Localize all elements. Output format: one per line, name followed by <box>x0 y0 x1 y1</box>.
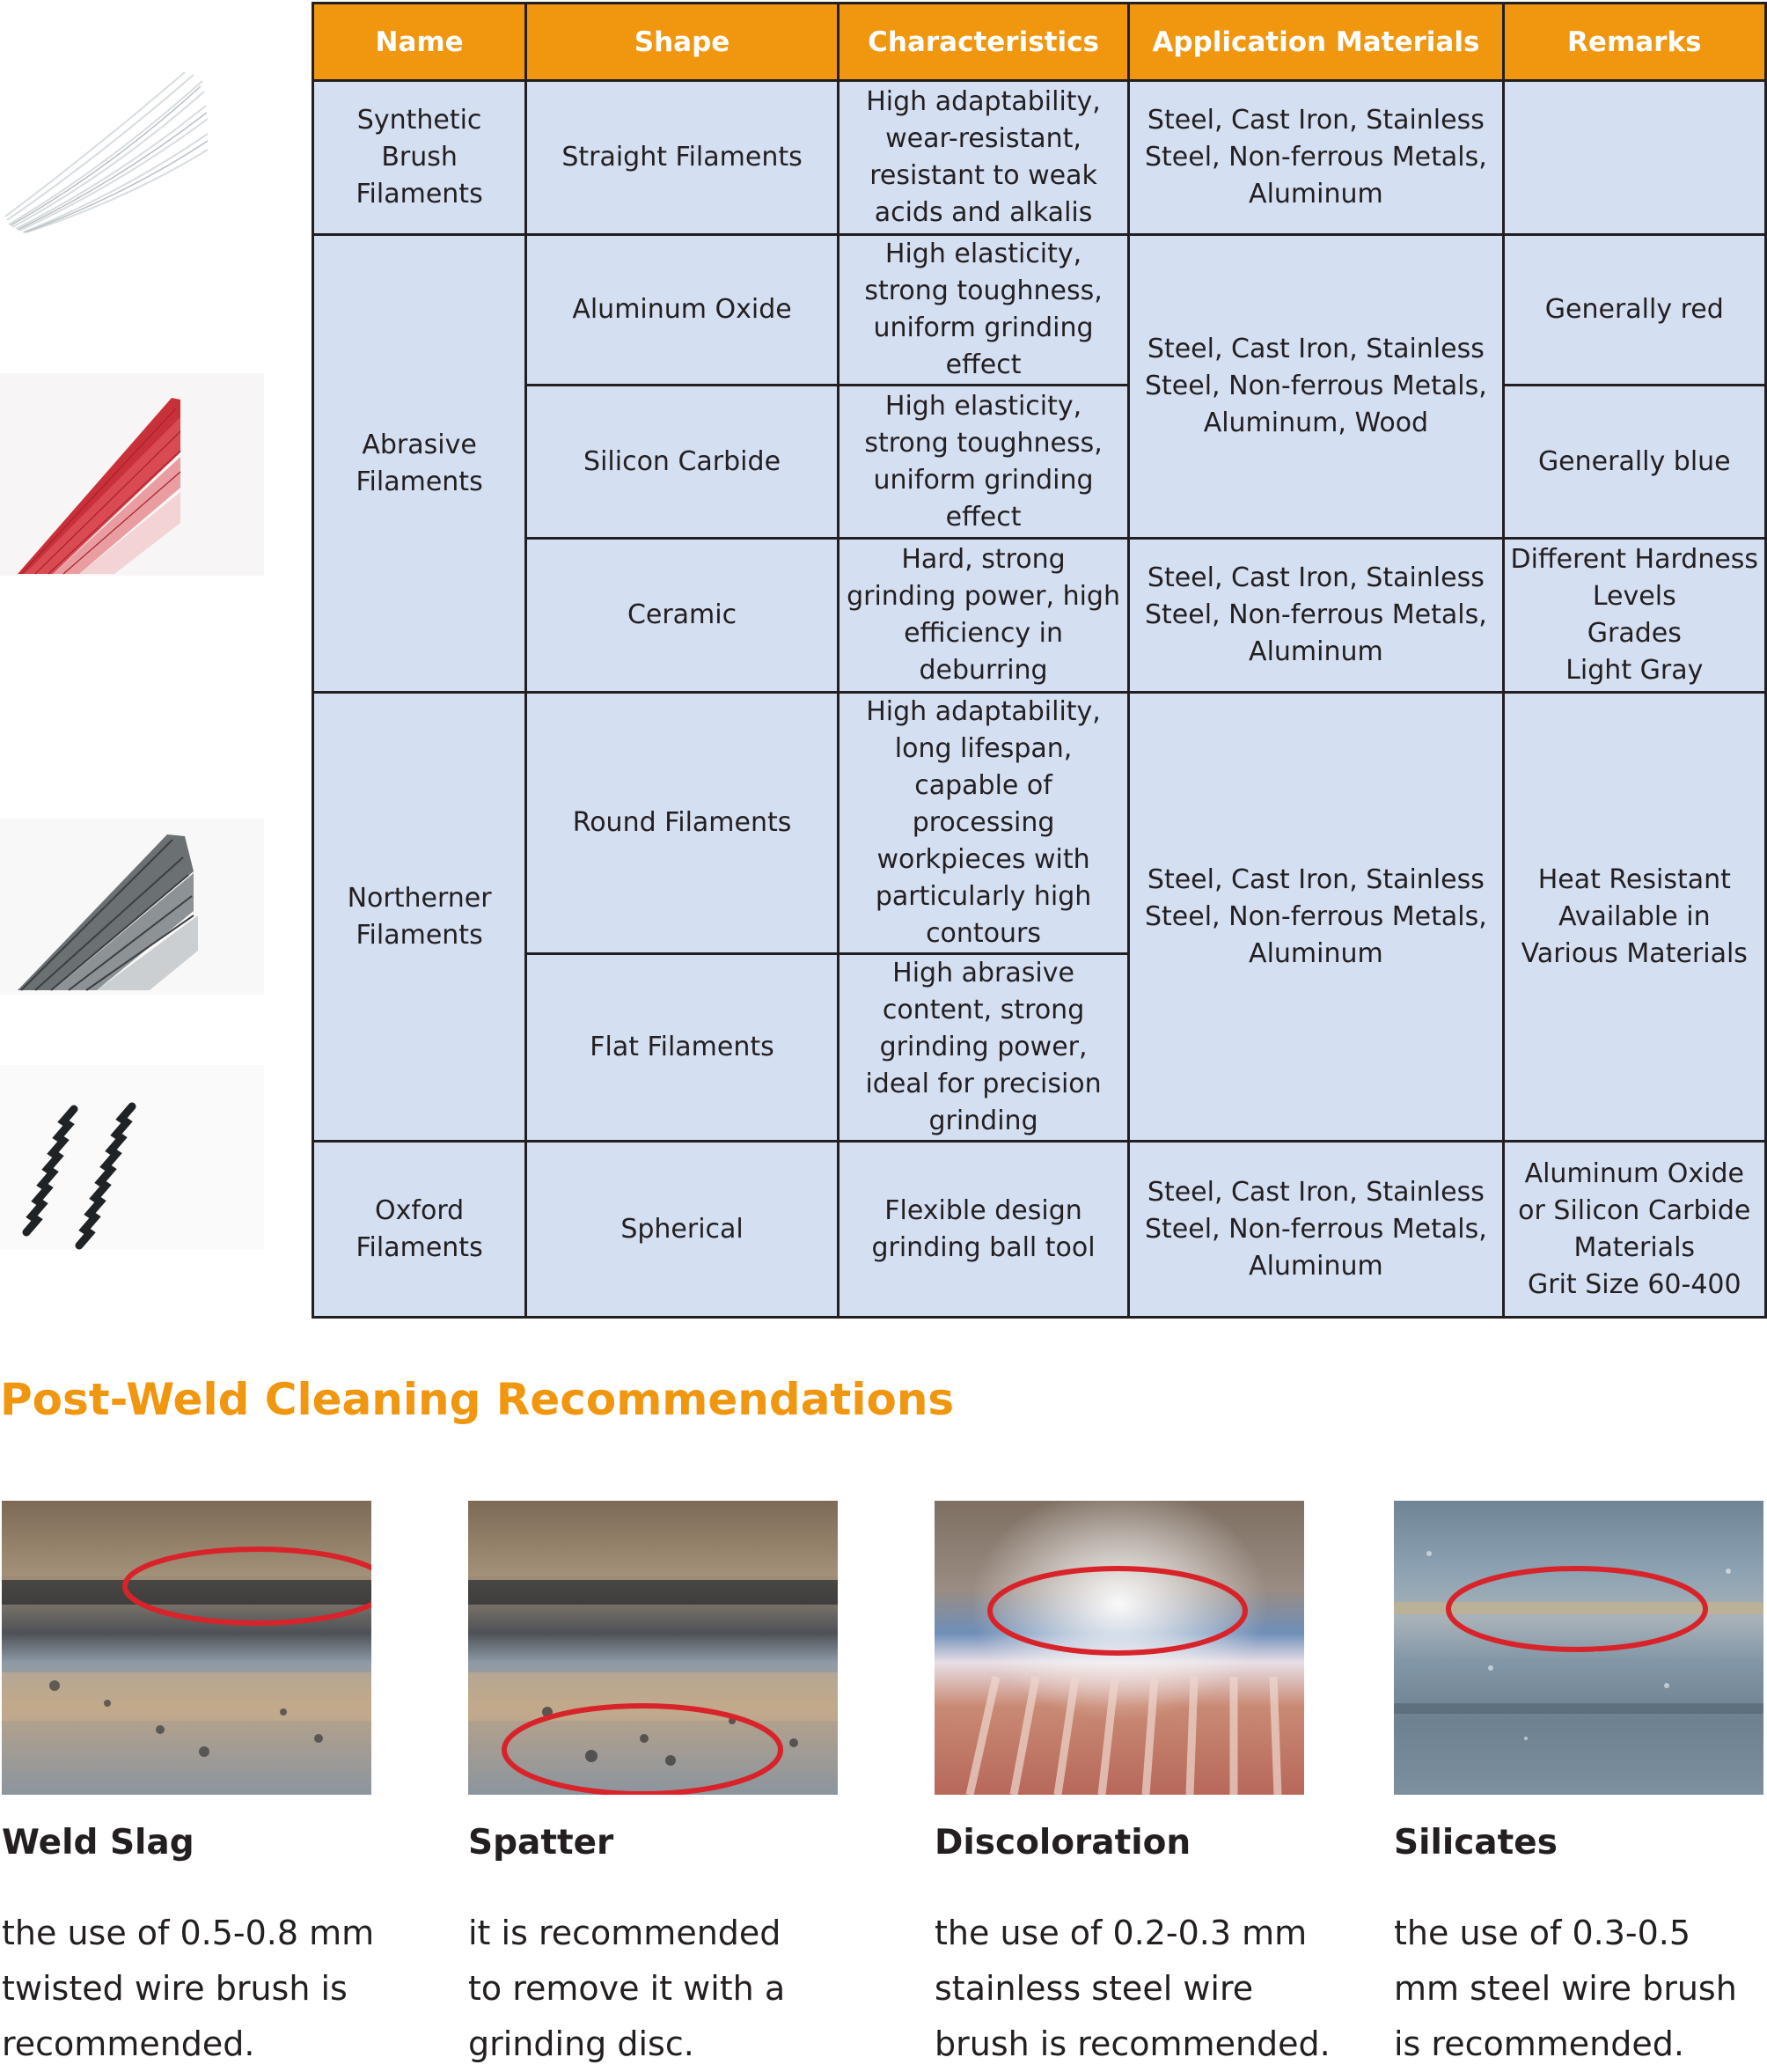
header-name: Name <box>313 4 526 81</box>
card-line: twisted wire brush is <box>2 1969 348 2008</box>
header-characteristics: Characteristics <box>838 4 1128 81</box>
table-row <box>313 539 1766 693</box>
card-title: Discoloration <box>935 1823 1191 1863</box>
synthetic-characteristics-cell: High adaptability, wear-resistant, resistant to weak acids and alkalis <box>838 81 1128 235</box>
oxford-name-cell: Oxford Filaments <box>313 1142 526 1318</box>
card-description <box>468 1906 785 2072</box>
synthetic-filament-image <box>0 70 211 238</box>
oxford-materials-cell: Steel, Cast Iron, Stainless Steel, Non-ferrous Metals, Aluminum <box>1129 1142 1503 1318</box>
aluminum-oxide-shape-cell: Aluminum Oxide <box>526 235 839 386</box>
card-description <box>2 1906 374 2072</box>
silicon-carbide-characteristics-cell: High elasticity, strong toughness, uniform grinding effect <box>838 386 1128 539</box>
table-row <box>313 81 1766 235</box>
gray-northerner-filament-icon <box>0 819 264 995</box>
ceramic-shape-cell: Ceramic <box>526 539 839 693</box>
card-line: grinding disc. <box>468 2024 694 2063</box>
spatter-card <box>468 1501 847 2063</box>
northerner-filament-image <box>0 819 264 995</box>
abrasive-filament-image <box>0 373 264 576</box>
card-description <box>935 1906 1331 2072</box>
header-application-materials: Application Materials <box>1129 4 1503 81</box>
synthetic-name-cell: Synthetic Brush Filaments <box>313 81 526 235</box>
oxford-filament-image <box>0 1065 264 1250</box>
silicates-photo <box>1394 1501 1763 1795</box>
table-row <box>313 1142 1766 1318</box>
card-line: to remove it with a <box>468 1969 786 2008</box>
ceramic-remarks-cell <box>1503 539 1765 693</box>
red-abrasive-filament-icon <box>0 373 264 576</box>
ceramic-remark-line: Light Gray <box>1565 655 1704 686</box>
table-row <box>313 693 1766 954</box>
card-line: it is recommended <box>468 1914 781 1952</box>
abrasive-name-cell: Abrasive Filaments <box>313 235 526 693</box>
oxford-characteristics-cell: Flexible design grinding ball tool <box>838 1142 1128 1318</box>
header-shape: Shape <box>526 4 839 81</box>
aluminum-oxide-characteristics-cell: High elasticity, strong toughness, uniform grinding effect <box>838 235 1128 386</box>
black-oxford-filament-icon <box>0 1065 264 1250</box>
flat-filaments-characteristics-cell: High abrasive content, strong grinding power, ideal for precision grinding <box>838 954 1128 1142</box>
filament-spec-table <box>312 2 1767 1319</box>
northerner-remarks-cell: Heat Resistant Available in Various Materials <box>1503 693 1765 1142</box>
table-row <box>313 386 1766 539</box>
synthetic-materials-cell: Steel, Cast Iron, Stainless Steel, Non-ferrous Metals, Aluminum <box>1129 81 1503 235</box>
card-line: stainless steel wire <box>935 1969 1254 2008</box>
oxford-remarks-cell <box>1503 1142 1765 1318</box>
card-description <box>1394 1906 1737 2072</box>
round-filaments-characteristics-cell: High adaptability, long lifespan, capable of processing workpieces with particularly high contours <box>838 693 1128 954</box>
card-line: mm steel wire brush <box>1394 1969 1737 2008</box>
card-line: the use of 0.2-0.3 mm <box>935 1914 1308 1952</box>
header-remarks: Remarks <box>1503 4 1765 81</box>
card-line: is recommended. <box>1394 2024 1684 2063</box>
northerner-name-cell: Northerner Filaments <box>313 693 526 1142</box>
card-title: Weld Slag <box>2 1823 194 1863</box>
white-synthetic-filament-icon <box>0 70 211 238</box>
synthetic-shape-cell: Straight Filaments <box>526 81 839 235</box>
table-row <box>313 235 1766 386</box>
ceramic-remark-line: Grades <box>1587 618 1682 649</box>
synthetic-remarks-cell <box>1503 81 1765 235</box>
ceramic-remark-line: Different Hardness Levels <box>1510 544 1759 612</box>
card-title: Spatter <box>468 1823 614 1863</box>
card-line: the use of 0.3-0.5 <box>1394 1914 1691 1952</box>
section-title: Post-Weld Cleaning Recommendations <box>0 1374 955 1425</box>
ceramic-characteristics-cell: Hard, strong grinding power, high efficiency in deburring <box>838 539 1128 693</box>
table-header-row <box>313 4 1766 81</box>
oxford-shape-cell: Spherical <box>526 1142 839 1318</box>
abrasive-shared-materials-cell: Steel, Cast Iron, Stainless Steel, Non-ferrous Metals, Aluminum, Wood <box>1129 235 1503 539</box>
card-line: brush is recommended. <box>935 2024 1331 2063</box>
silicon-carbide-shape-cell: Silicon Carbide <box>526 386 839 539</box>
aluminum-oxide-remarks-cell: Generally red <box>1503 235 1765 386</box>
northerner-materials-cell: Steel, Cast Iron, Stainless Steel, Non-ferrous Metals, Aluminum <box>1129 693 1503 1142</box>
flat-filaments-shape-cell: Flat Filaments <box>526 954 839 1142</box>
discoloration-photo <box>935 1501 1304 1795</box>
card-line: recommended. <box>2 2024 255 2063</box>
silicon-carbide-remarks-cell: Generally blue <box>1503 386 1765 539</box>
weld-slag-card <box>2 1501 380 2063</box>
round-filaments-shape-cell: Round Filaments <box>526 693 839 954</box>
oxford-remark-line: Aluminum Oxide or Silicon Carbide Materials <box>1518 1157 1751 1263</box>
ceramic-materials-cell: Steel, Cast Iron, Stainless Steel, Non-ferrous Metals, Aluminum <box>1129 539 1503 693</box>
discoloration-card <box>935 1501 1331 2063</box>
oxford-remark-line: Grit Size 60-400 <box>1527 1268 1741 1300</box>
silicates-card <box>1394 1501 1767 2063</box>
weld-slag-photo <box>2 1501 371 1795</box>
card-title: Silicates <box>1394 1823 1558 1863</box>
card-line: the use of 0.5-0.8 mm <box>2 1914 375 1952</box>
spatter-photo <box>468 1501 838 1795</box>
